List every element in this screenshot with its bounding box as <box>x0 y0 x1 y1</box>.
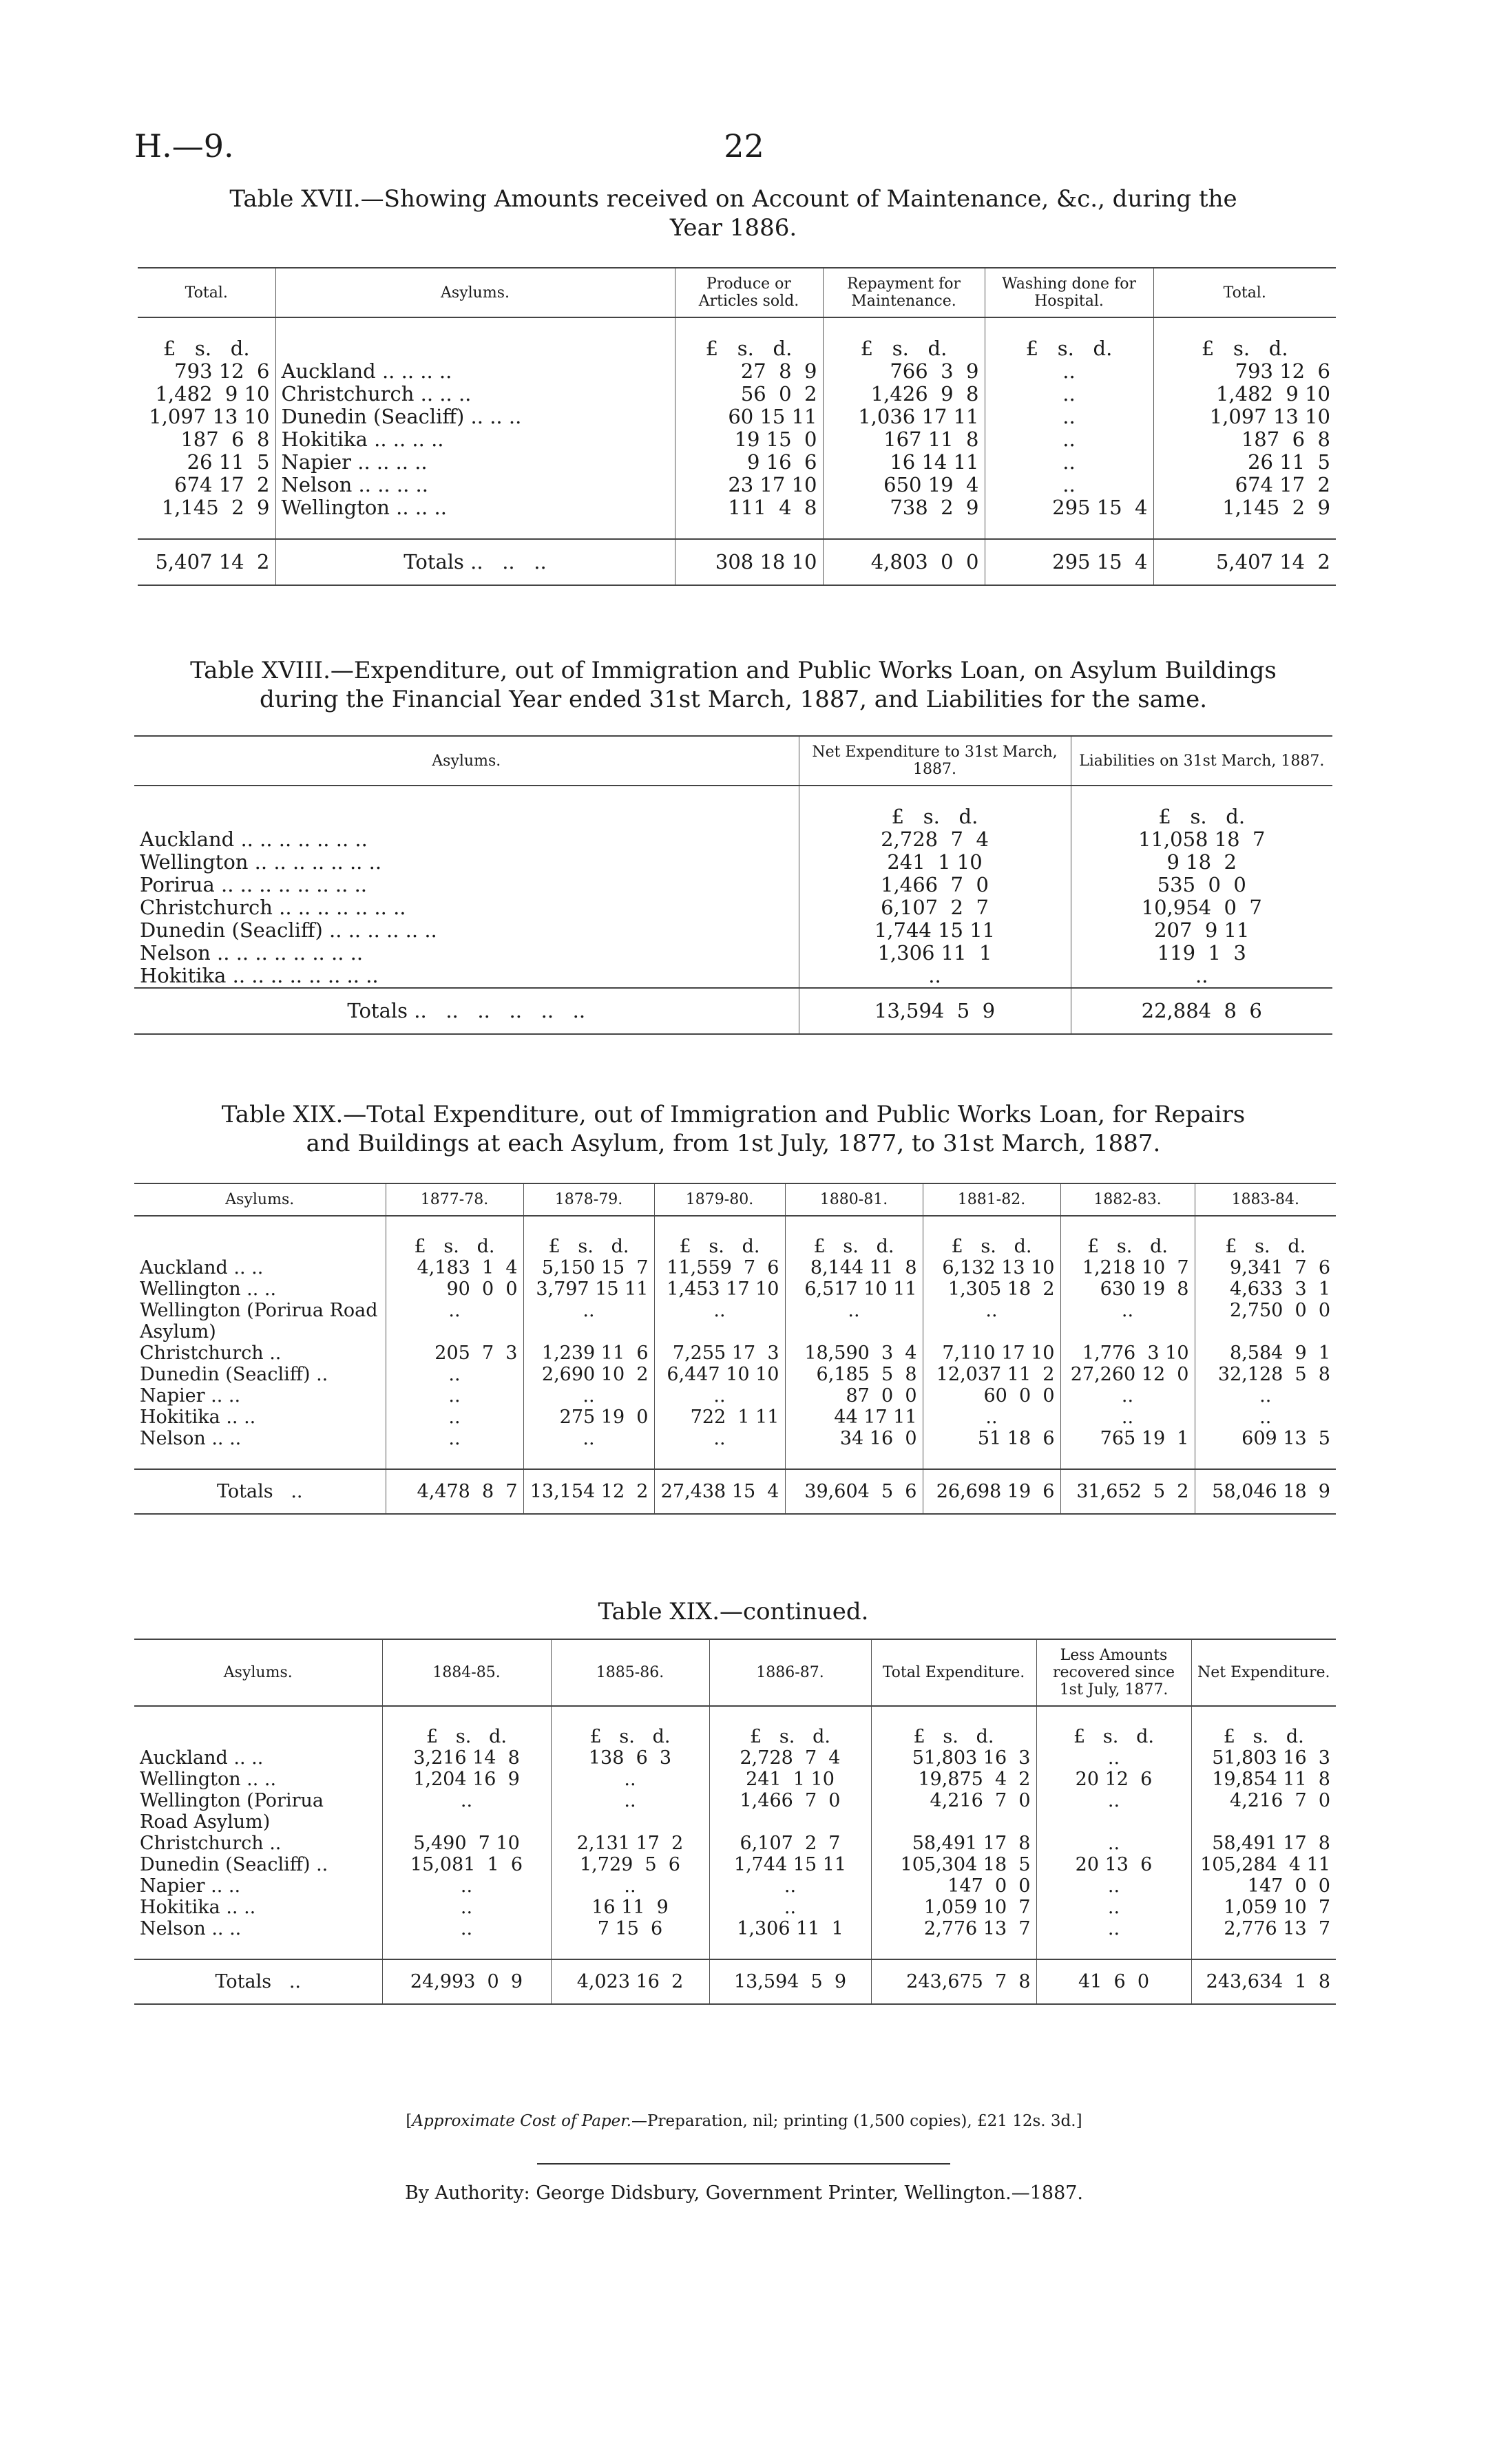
table-row: Wellington (Porirua Road Asylum) .. .. .. .. .. .. 2,750 0 0 <box>134 1300 1336 1342</box>
units-row: £ s. d. £ s. d. £ s. d. £ s. d. £ s. d. £ s. d. £ s. d. <box>134 1236 1336 1257</box>
table-18-header: Asylums. Net Expenditure to 31st March, 1887. Liabilities on 31st March, 1887. <box>134 736 1332 786</box>
table-row: Dunedin (Seacliff) .. .. .. .. .. .. 1,744 15 11 207 9 11 <box>134 919 1332 942</box>
table-row: Porirua .. .. .. .. .. .. .. .. 1,466 7 0 535 0 0 <box>134 874 1332 896</box>
printer-imprint: By Authority: George Didsbury, Government Printer, Wellington.—1887. <box>404 2182 1084 2204</box>
table-row: Napier .. .. .. .. .. 87 0 0 60 0 0 .. .. <box>134 1385 1336 1407</box>
table-row: Wellington .. .. 1,204 16 9 .. 241 1 10 19,875 4 2 20 12 6 19,854 11 8 <box>134 1769 1336 1790</box>
divider <box>537 2163 950 2165</box>
table-19-caption: Table XIX.—Total Expenditure, out of Immigration and Public Works Loan, for Repairs and Buildings at each Asylum, from 1st July, 1877, to 31st March, 1887. <box>221 1101 1246 1157</box>
table-19 <box>134 1183 1336 1515</box>
table-19-header: Asylums. 1877-78. 1878-79. 1879-80. 1880-81. 1881-82. 1882-83. 1883-84. <box>134 1183 1336 1216</box>
table-row: Wellington (Porirua Road Asylum) .. .. 1,466 7 0 4,216 7 0 .. 4,216 7 0 <box>134 1790 1336 1833</box>
table-19-continued <box>134 1639 1336 2005</box>
table-row: 187 6 8 Hokitika .. .. .. .. 19 15 0 167 11 8 .. 187 6 8 <box>138 428 1336 451</box>
document-reference: H.—9. <box>134 127 234 165</box>
totals-row: Totals .. 24,993 0 9 4,023 16 2 13,594 5 9 243,675 7 8 41 6 0 243,634 1 8 <box>134 1959 1336 2004</box>
table-row: 674 17 2 Nelson .. .. .. .. 23 17 10 650 19 4 .. 674 17 2 <box>138 474 1336 496</box>
table-row: Nelson .. .. .. .. .. 34 16 0 51 18 6 765 19 1 609 13 5 <box>134 1428 1336 1449</box>
totals-row: 5,407 14 2 Totals .. .. .. 308 18 10 4,803 0 0 295 15 4 5,407 14 2 <box>138 539 1336 585</box>
table-row: Christchurch .. 205 7 3 1,239 11 6 7,255 17 3 18,590 3 4 7,110 17 10 1,776 3 10 8,584 9 1 <box>134 1342 1336 1364</box>
table-row: Dunedin (Seacliff) .. 15,081 1 6 1,729 5 6 1,744 15 11 105,304 18 5 20 13 6 105,284 4 11 <box>134 1854 1336 1875</box>
units-row: £ s. d. £ s. d. <box>134 805 1332 828</box>
table-row: Auckland .. .. 4,183 1 4 5,150 15 7 11,559 7 6 8,144 11 8 6,132 13 10 1,218 10 7 9,341 7 6 <box>134 1257 1336 1278</box>
table-19-continued-header: Asylums. 1884-85. 1885-86. 1886-87. Total Expenditure. Less Amounts recovered since 1st July, 1877. Net Expenditure. <box>134 1639 1336 1706</box>
table-18-caption: Table XVIII.—Expenditure, out of Immigration and Public Works Loan, on Asylum Buildings during the Financial Year ended 31st March, 1887, and Liabilities for the same. <box>190 657 1277 713</box>
table-18 <box>134 735 1332 1035</box>
units-row: £ s. d. £ s. d. £ s. d. £ s. d. £ s. d. <box>138 337 1336 360</box>
table-row: Wellington .. .. 90 0 0 3,797 15 11 1,453 17 10 6,517 10 11 1,305 18 2 630 19 8 4,633 3 1 <box>134 1278 1336 1300</box>
table-row: Auckland .. .. .. .. .. .. .. 2,728 7 4 11,058 18 7 <box>134 828 1332 851</box>
table-row: Dunedin (Seacliff) .. .. 2,690 10 2 6,447 10 10 6,185 5 8 12,037 11 2 27,260 12 0 32,128 5 8 <box>134 1364 1336 1385</box>
cost-note: [Approximate Cost of Paper.—Preparation, nil; printing (1,500 copies), £21 12s. 3d.] <box>406 2112 1082 2130</box>
table-row: 1,145 2 9 Wellington .. .. .. 111 4 8 738 2 9 295 15 4 1,145 2 9 <box>138 496 1336 519</box>
units-row: £ s. d. £ s. d. £ s. d. £ s. d. £ s. d. £ s. d. <box>134 1726 1336 1747</box>
table-row: Nelson .. .. .. .. .. .. .. .. 1,306 11 1 119 1 3 <box>134 942 1332 965</box>
table-row: Napier .. .. .. .. .. 147 0 0 .. 147 0 0 <box>134 1875 1336 1897</box>
table-17-caption: Table XVII.—Showing Amounts received on Account of Maintenance, &c., during the Year 1886. <box>229 185 1237 242</box>
table-row: Nelson .. .. .. 7 15 6 1,306 11 1 2,776 13 7 .. 2,776 13 7 <box>134 1918 1336 1939</box>
table-row: Hokitika .. .. .. 16 11 9 .. 1,059 10 7 .. 1,059 10 7 <box>134 1897 1336 1918</box>
table-17 <box>138 267 1336 586</box>
table-row: 26 11 5 Napier .. .. .. .. 9 16 6 16 14 11 .. 26 11 5 <box>138 451 1336 474</box>
table-row: 1,097 13 10 Dunedin (Seacliff) .. .. .. 60 15 11 1,036 17 11 .. 1,097 13 10 <box>138 406 1336 428</box>
table-row: Wellington .. .. .. .. .. .. .. 241 1 10 9 18 2 <box>134 851 1332 874</box>
table-row: Hokitika .. .. .. 275 19 0 722 1 11 44 17 11 .. .. .. <box>134 1407 1336 1428</box>
page-number: 22 <box>724 127 764 165</box>
totals-row: Totals .. 4,478 8 7 13,154 12 2 27,438 15 4 39,604 5 6 26,698 19 6 31,652 5 2 58,046 18 9 <box>134 1469 1336 1514</box>
table-17-header: Total. Asylums. Produce or Articles sold. Repayment for Maintenance. Washing done for Hospital. Total. <box>138 268 1336 317</box>
table-row: Christchurch .. .. .. .. .. .. .. 6,107 2 7 10,954 0 7 <box>134 896 1332 919</box>
table-row: Hokitika .. .. .. .. .. .. .. .. .. .. <box>134 965 1332 988</box>
table-19-continued-caption: Table XIX.—continued. <box>598 1598 869 1625</box>
table-row: 793 12 6 Auckland .. .. .. .. 27 8 9 766 3 9 .. 793 12 6 <box>138 360 1336 383</box>
table-row: 1,482 9 10 Christchurch .. .. .. 56 0 2 1,426 9 8 .. 1,482 9 10 <box>138 383 1336 406</box>
page-header <box>134 127 1354 169</box>
table-row: Auckland .. .. 3,216 14 8 138 6 3 2,728 7 4 51,803 16 3 .. 51,803 16 3 <box>134 1747 1336 1769</box>
totals-row: Totals .. .. .. .. .. .. 13,594 5 9 22,884 8 6 <box>134 988 1332 1034</box>
table-row: Christchurch .. 5,490 7 10 2,131 17 2 6,107 2 7 58,491 17 8 .. 58,491 17 8 <box>134 1833 1336 1854</box>
